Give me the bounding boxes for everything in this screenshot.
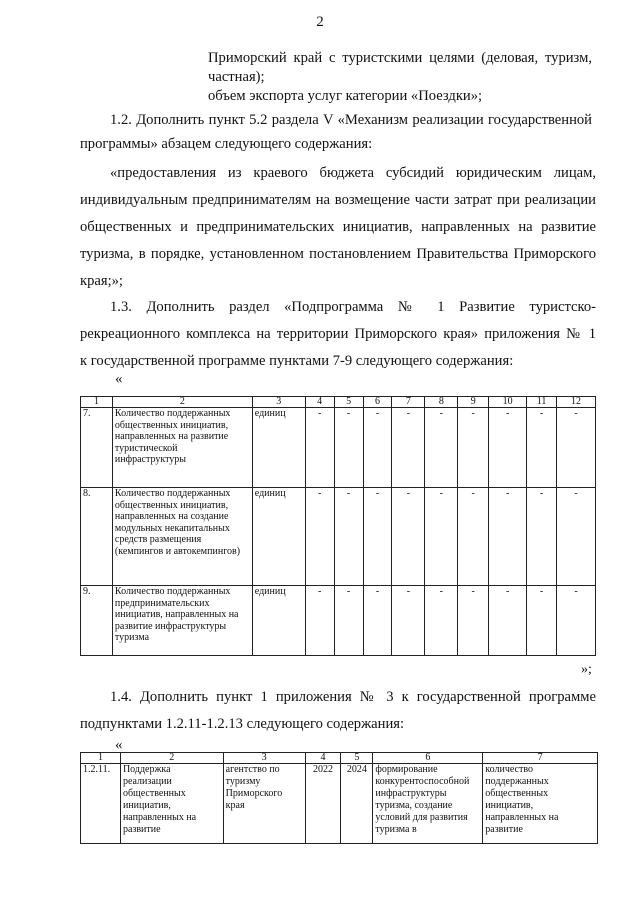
- table-header-cell: 5: [334, 397, 363, 408]
- value-cell: -: [458, 488, 489, 586]
- table-header-cell: 2: [112, 397, 252, 408]
- value-cell: -: [527, 586, 557, 656]
- table-row: [81, 764, 598, 844]
- table-header-cell: 3: [252, 397, 305, 408]
- table-header-cell: 7: [483, 753, 598, 764]
- value-cell: -: [458, 408, 489, 488]
- table-header-cell: 4: [305, 753, 341, 764]
- paragraph-line: 1.2. Дополнить пункт 5.2 раздела V «Механизм реализации государственной: [110, 112, 592, 128]
- paragraph-1-2: [80, 108, 592, 156]
- paragraph-line: туризма, в порядке, установленном постановлением Правительства Приморского: [80, 246, 596, 262]
- table-header-cell: 7: [392, 397, 425, 408]
- value-cell: -: [305, 586, 334, 656]
- table-header-row: [81, 753, 598, 764]
- paragraph-line: 1.3. Дополнить раздел «Подпрограмма № 1 Развитие туристско-: [110, 299, 596, 315]
- start-year: 2022: [305, 764, 341, 844]
- indicator-name: Количество поддержанных предпринимательских инициатив, направленных на развитие инфраструктуры туризма: [112, 586, 252, 656]
- intro-block: [208, 46, 592, 108]
- table-row: [81, 408, 596, 488]
- table-header-cell: 10: [489, 397, 527, 408]
- table-header-cell: 8: [425, 397, 458, 408]
- table2-open-quote: «: [115, 737, 123, 753]
- table-row: [81, 586, 596, 656]
- paragraph-line: края;»;: [80, 273, 123, 289]
- value-cell: -: [305, 488, 334, 586]
- value-cell: -: [363, 488, 392, 586]
- value-cell: -: [363, 408, 392, 488]
- table1-open-quote: «: [115, 371, 123, 387]
- table-row: [81, 488, 596, 586]
- intro-line: Приморский край с туристскими целями (деловая, туризм,: [208, 50, 592, 66]
- table-activities: [80, 752, 598, 844]
- table-header-cell: 11: [527, 397, 557, 408]
- value-cell: -: [527, 408, 557, 488]
- value-cell: -: [489, 408, 527, 488]
- paragraph-1-4: [80, 684, 596, 738]
- unit: единиц: [252, 408, 305, 488]
- table-header-cell: 3: [223, 753, 305, 764]
- row-number: 9.: [81, 586, 113, 656]
- table-header-cell: 6: [363, 397, 392, 408]
- value-cell: -: [425, 586, 458, 656]
- table-header-cell: 5: [341, 753, 373, 764]
- table1-close-quote: »;: [581, 662, 592, 677]
- paragraph-line: к государственной программе пунктами 7-9 следующего содержания:: [80, 353, 514, 369]
- value-cell: -: [425, 408, 458, 488]
- indicator-name: Количество поддержанных общественных инициатив, направленных на развитие туристической инфраструктуры: [112, 408, 252, 488]
- paragraph-line: рекреационного комплекса на территории Приморского края» приложения № 1: [80, 326, 596, 342]
- end-year: 2024: [341, 764, 373, 844]
- table-header-cell: 1: [81, 753, 121, 764]
- row-number: 8.: [81, 488, 113, 586]
- intro-line: объем экспорта услуг категории «Поездки»;: [208, 88, 483, 104]
- value-cell: -: [305, 408, 334, 488]
- paragraph-line: индивидуальным предпринимателям на возмещение части затрат при реализации: [80, 192, 596, 208]
- row-number: 7.: [81, 408, 113, 488]
- intro-line: частная);: [208, 69, 265, 85]
- value-cell: -: [392, 408, 425, 488]
- activity-name: Поддержка реализации общественных инициатив, направленных на развитие: [120, 764, 223, 844]
- paragraph-line: «предоставления из краевого бюджета субсидий юридическим лицам,: [110, 165, 596, 181]
- value-cell: -: [557, 488, 596, 586]
- value-cell: -: [334, 586, 363, 656]
- table-header-cell: 1: [81, 397, 113, 408]
- quote-paragraph: [80, 160, 596, 295]
- table-header-row: [81, 397, 596, 408]
- table-header-cell: 2: [120, 753, 223, 764]
- page-number: 2: [316, 14, 324, 30]
- unit: единиц: [252, 488, 305, 586]
- value-cell: -: [425, 488, 458, 586]
- expected-result: формирование конкурентоспособной инфраструктуры туризма, создание условий для развития туризма в: [373, 764, 483, 844]
- table-header-cell: 6: [373, 753, 483, 764]
- paragraph-line: программы» абзацем следующего содержания:: [80, 136, 373, 152]
- value-cell: -: [363, 586, 392, 656]
- value-cell: -: [392, 586, 425, 656]
- indicator-name: Количество поддержанных общественных инициатив, направленных на создание модульных некапитальных средств размещения (кемпингов и автокемпингов): [112, 488, 252, 586]
- indicator-link: количество поддержанных общественных инициатив, направленных на развитие: [483, 764, 598, 844]
- row-number: 1.2.11.: [81, 764, 121, 844]
- value-cell: -: [557, 586, 596, 656]
- value-cell: -: [527, 488, 557, 586]
- table-header-cell: 4: [305, 397, 334, 408]
- paragraph-line: 1.4. Дополнить пункт 1 приложения № 3 к государственной программе: [110, 689, 596, 705]
- value-cell: -: [489, 488, 527, 586]
- table-header-cell: 9: [458, 397, 489, 408]
- value-cell: -: [392, 488, 425, 586]
- paragraph-1-3: [80, 294, 596, 375]
- paragraph-line: общественных и предпринимательских инициатив, направленных на развитие: [80, 219, 596, 235]
- value-cell: -: [334, 488, 363, 586]
- table-indicators: [80, 396, 596, 656]
- value-cell: -: [489, 586, 527, 656]
- value-cell: -: [458, 586, 489, 656]
- value-cell: -: [334, 408, 363, 488]
- unit: единиц: [252, 586, 305, 656]
- paragraph-line: подпунктами 1.2.11-1.2.13 следующего содержания:: [80, 716, 405, 732]
- agency: агентство по туризму Приморского края: [223, 764, 305, 844]
- table-header-cell: 12: [557, 397, 596, 408]
- value-cell: -: [557, 408, 596, 488]
